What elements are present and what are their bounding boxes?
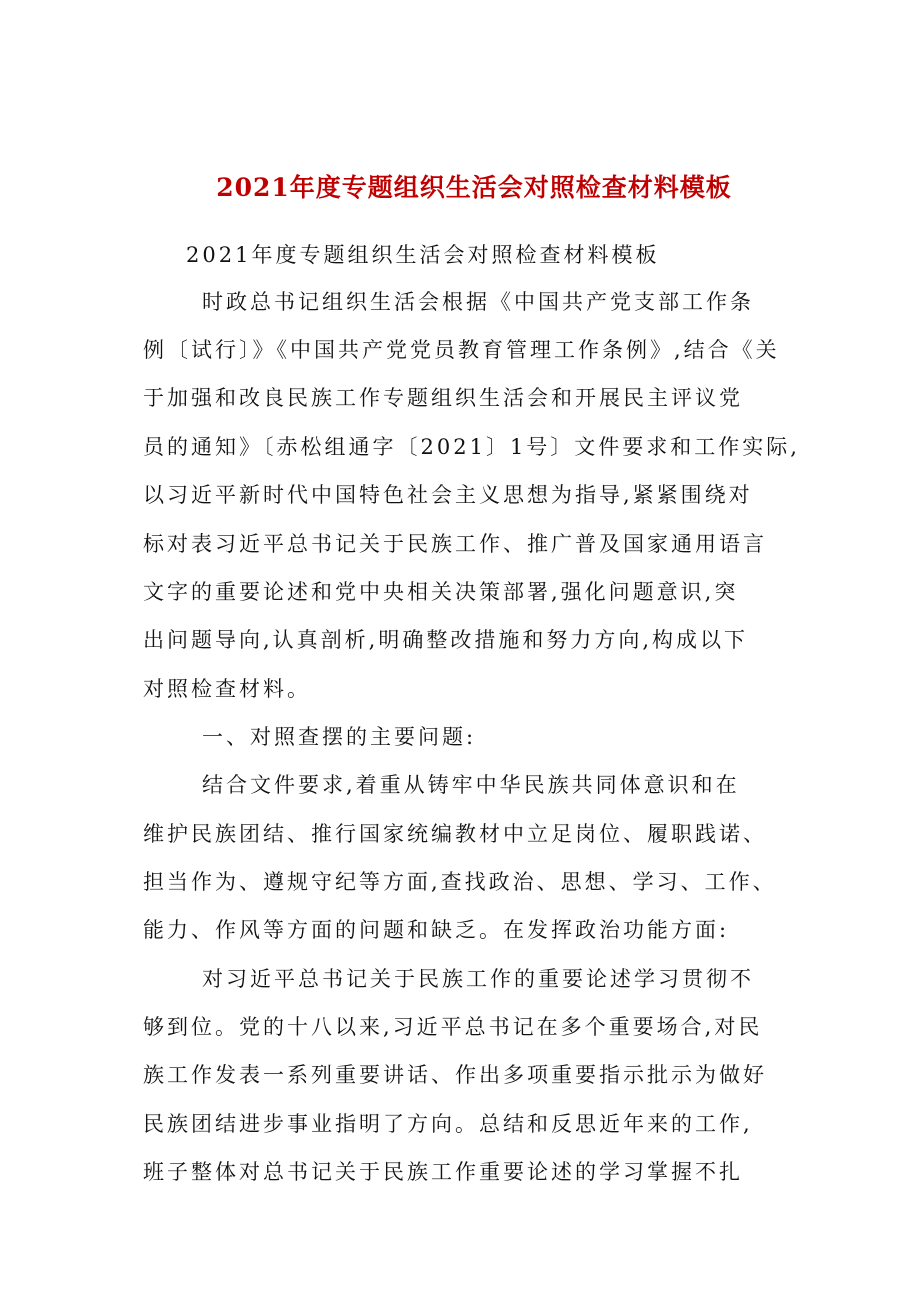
body-line: 班子整体对总书记关于民族工作重要论述的学习掌握不扎: [143, 1160, 743, 1184]
body-line: 例〔试行〕》《中国共产党党员教育管理工作条例》,结合《关: [143, 338, 780, 362]
section-heading: 一、对照查摆的主要问题:: [202, 725, 477, 749]
body-line: 能力、作风等方面的问题和缺乏。在发挥政治功能方面:: [143, 918, 730, 942]
body-line: 对习近平总书记关于民族工作的重要论述学习贯彻不: [202, 967, 754, 991]
body-line: 2021年度专题组织生活会对照检查材料模板: [186, 243, 660, 267]
body-line: 够到位。党的十八以来,习近平总书记在多个重要场合,对民: [143, 1015, 763, 1039]
body-line: 出问题导向,认真剖析,明确整改措施和努力方向,构成以下: [143, 628, 749, 652]
body-line: 标对表习近平总书记关于民族工作、推广普及国家通用语言: [143, 532, 767, 556]
body-line: 担当作为、遵规守纪等方面,查找政治、思想、学习、工作、: [143, 870, 777, 894]
body-line: 族工作发表一系列重要讲话、作出多项重要指示批示为做好: [143, 1063, 767, 1087]
body-line: 结合文件要求,着重从铸牢中华民族共同体意识和在: [202, 773, 740, 797]
body-line: 民族团结进步事业指明了方向。总结和反思近年来的工作,: [143, 1112, 753, 1136]
body-line: 对照检查材料。: [143, 677, 311, 701]
body-line: 以习近平新时代中国特色社会主义思想为指导,紧紧围绕对: [143, 483, 753, 507]
body-line: 于加强和改良民族工作专题组织生活会和开展民主评议党: [143, 386, 743, 410]
document-title: 2021年度专题组织生活会对照检查材料模板: [216, 173, 732, 202]
body-line: 员的通知》〔赤松组通字〔2021〕1号〕文件要求和工作实际,: [143, 435, 800, 459]
body-line: 文字的重要论述和党中央相关决策部署,强化问题意识,突: [143, 580, 739, 604]
body-line: 时政总书记组织生活会根据《中国共产党支部工作条: [202, 290, 754, 314]
body-line: 维护民族团结、推行国家统编教材中立足岗位、履职践诺、: [143, 822, 767, 846]
